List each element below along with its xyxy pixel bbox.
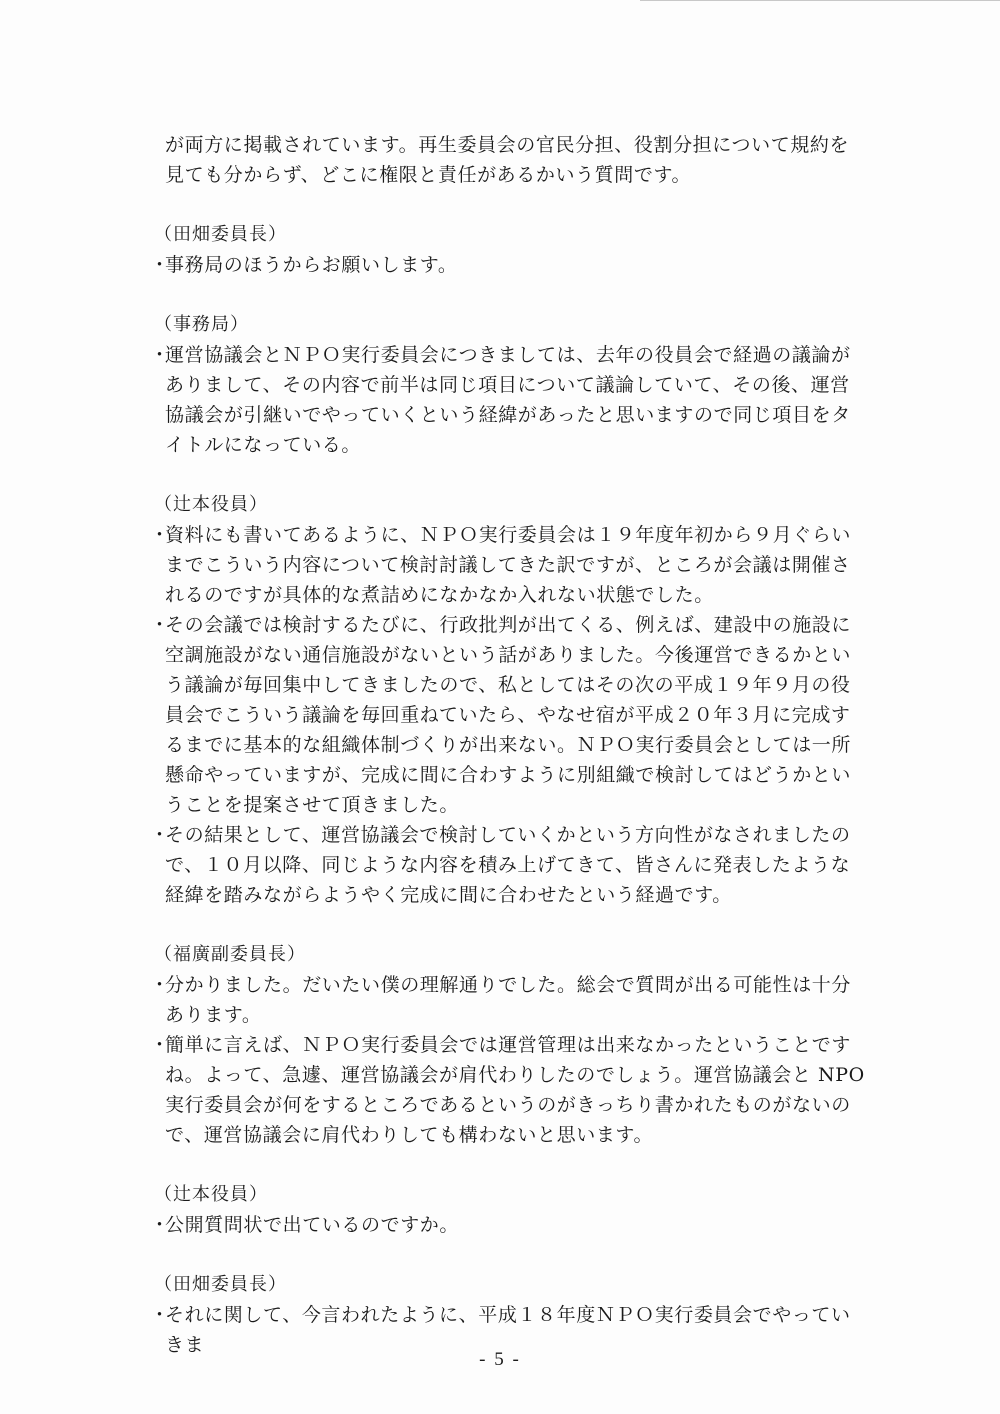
speaker-label: （田畑委員長） <box>154 224 287 245</box>
bullet-text: 運営協議会とＮＰＯ実行委員会につきましては、去年の役員会で経過の議論がありまして、その内容で前半は同じ項目について議論していて、その後、運営協議会が引継いでやっていくという経緯があったと思いますので同じ項目をタイトルになっている。 <box>165 344 851 456</box>
scan-edge-line <box>640 0 1000 1</box>
speaker-label: （事務局） <box>154 314 249 335</box>
bullet-item <box>150 520 865 610</box>
bullet-item <box>150 820 865 910</box>
bullet-mark: ・ <box>150 1304 170 1326</box>
bullet-item <box>150 610 865 820</box>
speaker-block <box>150 220 865 280</box>
speaker-block <box>150 1180 865 1240</box>
bullet-item <box>150 1210 865 1240</box>
bullet-text: それに関して、今言われたように、平成１８年度ＮＰＯ実行委員会でやっていきま <box>165 1304 851 1356</box>
bullet-mark: ・ <box>150 1214 170 1236</box>
bullet-text: 公開質問状で出ているのですか。 <box>165 1214 460 1236</box>
speaker-label: （辻本役員） <box>154 1184 268 1205</box>
speaker-label: （福廣副委員長） <box>154 944 306 965</box>
bullet-text: 事務局のほうからお願いします。 <box>165 254 458 276</box>
speaker-block <box>150 940 865 1150</box>
bullet-text: 分かりました。だいたい僕の理解通りでした。総会で質問が出る可能性は十分あります。 <box>165 974 852 1026</box>
bullet-text: 資料にも書いてあるように、ＮＰＯ実行委員会は１９年度年初から９月ぐらいまでこういう内容について検討討議してきた訳ですが、ところが会議は開催されるのですが具体的な煮詰めになかなか入れない状態でした。 <box>165 524 852 606</box>
bullet-item <box>150 1030 865 1150</box>
bullet-item <box>150 340 865 460</box>
bullet-mark: ・ <box>150 524 170 546</box>
bullet-mark: ・ <box>150 344 170 366</box>
speaker-label: （辻本役員） <box>154 494 268 515</box>
speaker-block <box>150 1270 865 1360</box>
bullet-mark: ・ <box>150 824 170 846</box>
bullet-mark: ・ <box>150 974 170 996</box>
bullet-text: 簡単に言えば、ＮＰＯ実行委員会では運営管理は出来なかったということですね。よって、急遽、運営協議会が肩代わりしたのでしょう。運営協議会と NPO 実行委員会が何をするところであるというのがきっちり書かれたものがないので、運営協議会に肩代わりしても構わないと思います。 <box>165 1034 865 1146</box>
bullet-mark: ・ <box>150 614 170 636</box>
bullet-text: その会議では検討するたびに、行政批判が出てくる、例えば、建設中の施設に空調施設がない通信施設がないという話がありました。今後運営できるかという議論が毎回集中してきましたので、私としてはその次の平成１９年９月の役員会でこういう議論を毎回重ねていたら、やなせ宿が平成２０年３月に完成するまでに基本的な組織体制づくりが出来ない。ＮＰＯ実行委員会としては一所懸命やっていますが、完成に間に合わすように別組織で検討してはどうかということを提案させて頂きました。 <box>165 614 852 816</box>
bullet-item <box>150 250 865 280</box>
bullet-mark: ・ <box>150 1034 170 1056</box>
speaker-label: （田畑委員長） <box>154 1274 287 1295</box>
speaker-block <box>150 490 865 910</box>
document-body <box>150 130 865 1360</box>
bullet-mark: ・ <box>150 254 170 276</box>
bullet-text: その結果として、運営協議会で検討していくかという方向性がなされましたので、１０月以降、同じような内容を積み上げてきて、皆さんに発表したような経緯を踏みながらようやく完成に間に合わせたという経過です。 <box>165 824 851 906</box>
bullet-item <box>150 970 865 1030</box>
continuation-paragraph: が両方に掲載されています。再生委員会の官民分担、役割分担について規約を見ても分からず、どこに権限と責任があるかいう質問です。 <box>165 134 850 186</box>
speaker-block <box>150 310 865 460</box>
page-number: - 5 - <box>479 1349 521 1370</box>
